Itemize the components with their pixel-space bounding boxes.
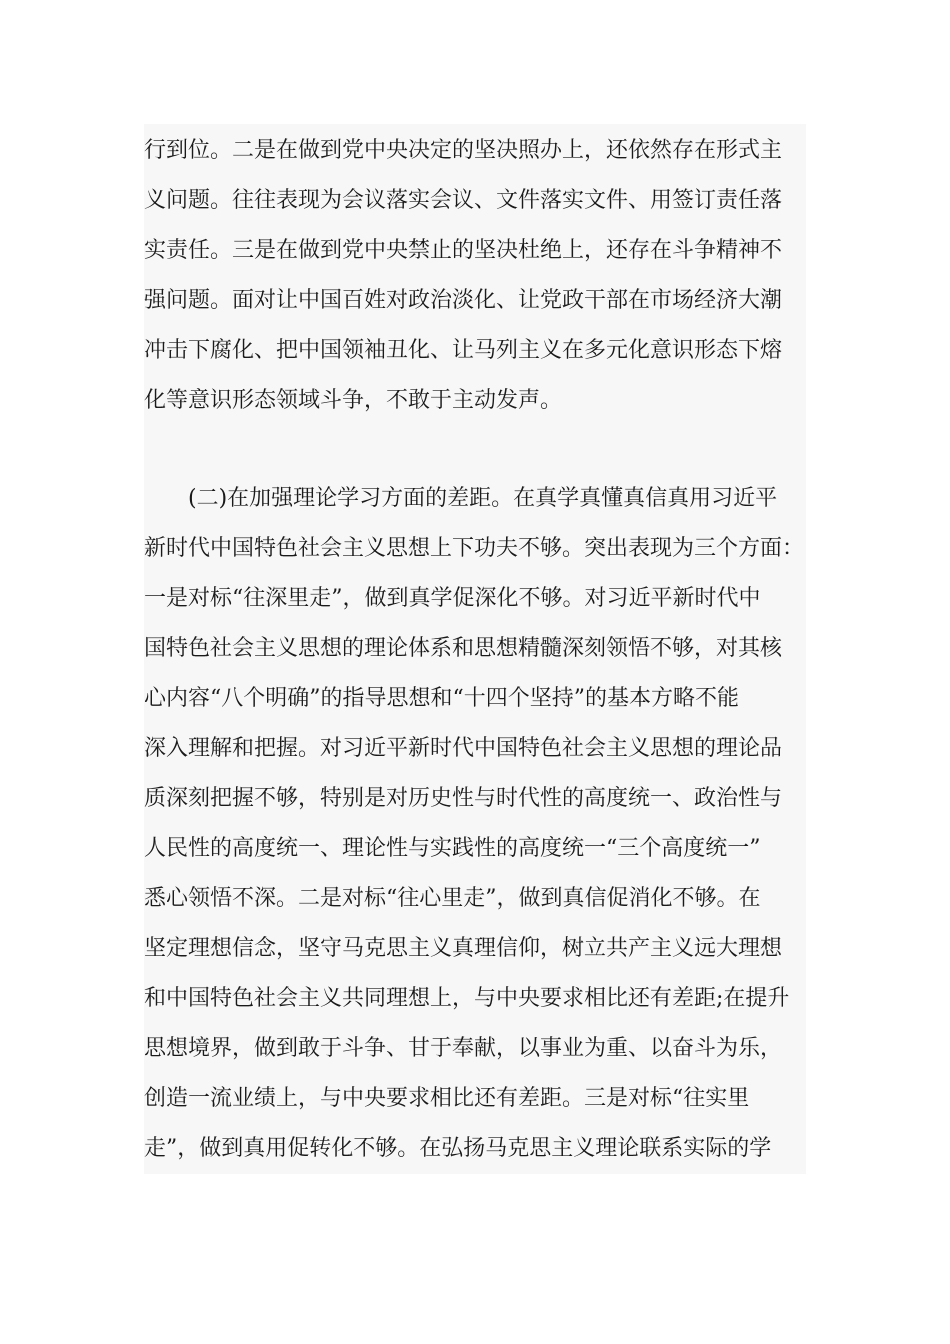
text-line: 行到位。二是在做到党中央决定的坚决照办上，还依然存在形式主 xyxy=(144,138,783,163)
paragraph-gap xyxy=(144,426,806,474)
text-line: 实责任。三是在做到党中央禁止的坚决杜绝上，还存在斗争精神不 xyxy=(144,238,783,263)
text-line: 质深刻把握不够，特别是对历史性与时代性的高度统一、政治性与 xyxy=(144,786,783,811)
text-line: 悉心领悟不深。二是对标“往心里走”，做到真信促消化不够。在 xyxy=(144,886,761,911)
text-line: 新时代中国特色社会主义思想上下功夫不够。突出表现为三个方面： xyxy=(144,536,805,561)
text-line: 心内容“八个明确”的指导思想和“十四个坚持”的基本方略不能 xyxy=(144,686,739,711)
text-line: 强问题。面对让中国百姓对政治淡化、让党政干部在市场经济大潮 xyxy=(144,288,783,313)
text-line: 坚定理想信念，坚守马克思主义真理信仰，树立共产主义远大理想 xyxy=(144,936,783,961)
text-line: 一是对标“往深里走”，做到真学促深化不够。对习近平新时代中 xyxy=(144,586,761,611)
text-line: 冲击下腐化、把中国领袖丑化、让马列主义在多元化意识形态下熔 xyxy=(144,338,783,363)
text-line: 和中国特色社会主义共同理想上，与中央要求相比还有差距;在提升 xyxy=(144,986,790,1011)
text-line: 创造一流业绩上，与中央要求相比还有差距。三是对标“往实里 xyxy=(144,1086,750,1111)
text-line: 人民性的高度统一、理论性与实践性的高度统一“三个高度统一” xyxy=(144,836,761,861)
text-line: 化等意识形态领域斗争，不敢于主动发声。 xyxy=(144,388,563,413)
paragraph-2 xyxy=(144,474,806,1174)
text-line-indented: (二)在加强理论学习方面的差距。在真学真懂真信真用习近平 xyxy=(188,486,778,511)
paragraph-1 xyxy=(144,126,806,426)
document-body xyxy=(144,124,806,1174)
text-line: 走”，做到真用促转化不够。在弘扬马克思主义理论联系实际的学 xyxy=(144,1136,772,1161)
text-line: 深入理解和把握。对习近平新时代中国特色社会主义思想的理论品 xyxy=(144,736,783,761)
text-line: 义问题。往往表现为会议落实会议、文件落实文件、用签订责任落 xyxy=(144,188,783,213)
text-line: 思想境界，做到敢于斗争、甘于奉献，以事业为重、以奋斗为乐， xyxy=(144,1036,783,1061)
text-line: 国特色社会主义思想的理论体系和思想精髓深刻领悟不够，对其核 xyxy=(144,636,783,661)
